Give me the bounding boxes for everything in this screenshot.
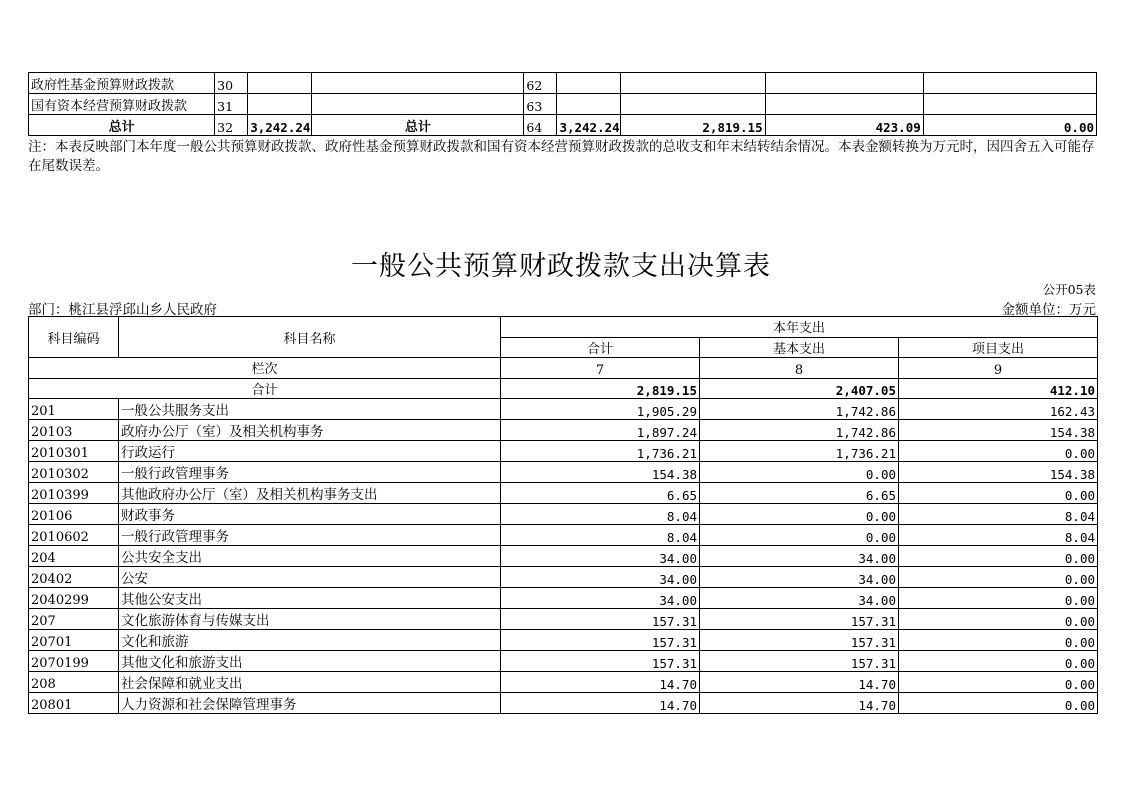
basic-amount: 157.31 xyxy=(700,630,899,651)
row-label: 国有资本经营预算财政拨款 xyxy=(29,94,215,115)
subject-name: 行政运行 xyxy=(119,441,501,462)
amount-cell xyxy=(557,73,621,94)
subject-name: 财政事务 xyxy=(119,504,501,525)
header-name: 科目名称 xyxy=(119,317,501,358)
header-project: 项目支出 xyxy=(899,337,1098,358)
total-amount: 154.38 xyxy=(501,462,700,483)
table-row xyxy=(29,462,1098,483)
sum-project: 412.10 xyxy=(899,378,1098,399)
project-amount: 0.00 xyxy=(899,546,1098,567)
project-amount: 0.00 xyxy=(899,651,1098,672)
basic-amount: 157.31 xyxy=(700,609,899,630)
project-amount: 154.38 xyxy=(899,420,1098,441)
amount-cell xyxy=(923,73,1096,94)
total-amount: 0.00 xyxy=(923,115,1096,136)
basic-amount: 0.00 xyxy=(700,525,899,546)
total-label-2: 总计 xyxy=(312,115,524,136)
basic-amount: 14.70 xyxy=(700,693,899,714)
amount-cell xyxy=(557,94,621,115)
amount-cell xyxy=(621,73,765,94)
table-row xyxy=(29,399,1098,420)
subject-name: 文化旅游体育与传媒支出 xyxy=(119,609,501,630)
basic-amount: 1,736.21 xyxy=(700,441,899,462)
subject-code: 201 xyxy=(29,399,119,420)
subject-code: 207 xyxy=(29,609,119,630)
total-amount: 14.70 xyxy=(501,693,700,714)
previous-table-tail xyxy=(28,72,1097,136)
project-amount: 0.00 xyxy=(899,693,1098,714)
table-row xyxy=(29,441,1098,462)
table-note: 注：本表反映部门本年度一般公共预算财政拨款、政府性基金预算财政拨款和国有资本经营预算财政拨款的总收支和年末结转结余情况。本表金额转换为万元时，因四舍五入可能存在尾数误差。 xyxy=(28,139,1095,174)
basic-amount: 6.65 xyxy=(700,483,899,504)
project-amount: 0.00 xyxy=(899,609,1098,630)
subject-name: 一般行政管理事务 xyxy=(119,462,501,483)
basic-amount: 34.00 xyxy=(700,546,899,567)
subject-code: 20103 xyxy=(29,420,119,441)
amount-cell xyxy=(923,94,1096,115)
project-amount: 0.00 xyxy=(899,567,1098,588)
table-row xyxy=(29,609,1098,630)
project-amount: 0.00 xyxy=(899,441,1098,462)
table-row xyxy=(29,693,1098,714)
total-amount: 3,242.24 xyxy=(248,115,312,136)
prev-table-row xyxy=(29,73,1097,94)
total-amount: 1,897.24 xyxy=(501,420,700,441)
subject-name: 一般行政管理事务 xyxy=(119,525,501,546)
subject-name: 公安 xyxy=(119,567,501,588)
header-basic: 基本支出 xyxy=(700,337,899,358)
amount-cell xyxy=(248,94,312,115)
total-amount: 2,819.15 xyxy=(621,115,765,136)
table-row xyxy=(29,672,1098,693)
basic-amount: 0.00 xyxy=(700,462,899,483)
basic-amount: 0.00 xyxy=(700,504,899,525)
subject-code: 208 xyxy=(29,672,119,693)
row-number: 32 xyxy=(215,115,248,136)
subject-code: 204 xyxy=(29,546,119,567)
project-amount: 0.00 xyxy=(899,672,1098,693)
header-current-year: 本年支出 xyxy=(501,317,1098,338)
project-amount: 154.38 xyxy=(899,462,1098,483)
project-amount: 0.00 xyxy=(899,630,1098,651)
subject-name: 一般公共服务支出 xyxy=(119,399,501,420)
form-code-label: 公开05表 xyxy=(1042,282,1096,297)
expenditure-table xyxy=(28,316,1098,714)
project-amount: 0.00 xyxy=(899,483,1098,504)
amount-unit-label: 金额单位：万元 xyxy=(1001,302,1096,318)
row-label: 政府性基金预算财政拨款 xyxy=(29,73,215,94)
row-number: 64 xyxy=(524,115,557,136)
total-amount: 34.00 xyxy=(501,567,700,588)
subject-code: 20106 xyxy=(29,504,119,525)
header-code: 科目编码 xyxy=(29,317,119,358)
subject-name: 人力资源和社会保障管理事务 xyxy=(119,693,501,714)
row-number: 63 xyxy=(524,94,557,115)
total-amount: 157.31 xyxy=(501,630,700,651)
subject-name: 其他文化和旅游支出 xyxy=(119,651,501,672)
subject-code: 2040299 xyxy=(29,588,119,609)
subject-name: 其他政府办公厅（室）及相关机构事务支出 xyxy=(119,483,501,504)
prev-table-row xyxy=(29,94,1097,115)
amount-cell xyxy=(621,94,765,115)
subject-code: 20701 xyxy=(29,630,119,651)
total-amount: 14.70 xyxy=(501,672,700,693)
sum-row xyxy=(29,378,1098,399)
total-amount: 34.00 xyxy=(501,546,700,567)
table-row xyxy=(29,483,1098,504)
label-cell xyxy=(312,94,524,115)
basic-amount: 1,742.86 xyxy=(700,420,899,441)
amount-cell xyxy=(765,94,923,115)
total-amount: 423.09 xyxy=(765,115,923,136)
table-row xyxy=(29,525,1098,546)
basic-amount: 14.70 xyxy=(700,672,899,693)
table-row xyxy=(29,546,1098,567)
sum-basic: 2,407.05 xyxy=(700,378,899,399)
total-label: 总计 xyxy=(29,115,215,136)
table-row xyxy=(29,630,1098,651)
sum-label: 合计 xyxy=(29,378,501,399)
column-number-total: 7 xyxy=(501,358,700,379)
total-amount: 157.31 xyxy=(501,609,700,630)
total-amount: 34.00 xyxy=(501,588,700,609)
project-amount: 8.04 xyxy=(899,525,1098,546)
subject-name: 公共安全支出 xyxy=(119,546,501,567)
subject-name: 社会保障和就业支出 xyxy=(119,672,501,693)
basic-amount: 34.00 xyxy=(700,588,899,609)
subject-code: 20402 xyxy=(29,567,119,588)
column-label: 栏次 xyxy=(29,358,501,379)
project-amount: 0.00 xyxy=(899,588,1098,609)
prev-table-total-row xyxy=(29,115,1097,136)
subject-name: 政府办公厅（室）及相关机构事务 xyxy=(119,420,501,441)
total-amount: 8.04 xyxy=(501,504,700,525)
subject-code: 2010399 xyxy=(29,483,119,504)
page-title: 一般公共预算财政拨款支出决算表 xyxy=(351,251,771,282)
column-number-row xyxy=(29,358,1098,379)
total-amount: 8.04 xyxy=(501,525,700,546)
row-number: 31 xyxy=(215,94,248,115)
subject-code: 2070199 xyxy=(29,651,119,672)
total-amount: 157.31 xyxy=(501,651,700,672)
column-number-project: 9 xyxy=(899,358,1098,379)
department-label: 部门：桃江县浮邱山乡人民政府 xyxy=(28,302,217,318)
row-number: 30 xyxy=(215,73,248,94)
total-amount: 6.65 xyxy=(501,483,700,504)
project-amount: 8.04 xyxy=(899,504,1098,525)
header-total: 合计 xyxy=(501,337,700,358)
amount-cell xyxy=(765,73,923,94)
row-number: 62 xyxy=(524,73,557,94)
sum-total: 2,819.15 xyxy=(501,378,700,399)
subject-code: 2010302 xyxy=(29,462,119,483)
table-row xyxy=(29,420,1098,441)
subject-name: 其他公安支出 xyxy=(119,588,501,609)
amount-cell xyxy=(248,73,312,94)
project-amount: 162.43 xyxy=(899,399,1098,420)
table-row xyxy=(29,504,1098,525)
basic-amount: 34.00 xyxy=(700,567,899,588)
total-amount: 1,905.29 xyxy=(501,399,700,420)
total-amount: 1,736.21 xyxy=(501,441,700,462)
subject-code: 20801 xyxy=(29,693,119,714)
subject-code: 2010602 xyxy=(29,525,119,546)
subject-name: 文化和旅游 xyxy=(119,630,501,651)
table-row xyxy=(29,567,1098,588)
column-number-basic: 8 xyxy=(700,358,899,379)
header-row-1 xyxy=(29,317,1098,338)
label-cell xyxy=(312,73,524,94)
basic-amount: 1,742.86 xyxy=(700,399,899,420)
total-amount: 3,242.24 xyxy=(557,115,621,136)
subject-code: 2010301 xyxy=(29,441,119,462)
table-row xyxy=(29,588,1098,609)
basic-amount: 157.31 xyxy=(700,651,899,672)
table-row xyxy=(29,651,1098,672)
